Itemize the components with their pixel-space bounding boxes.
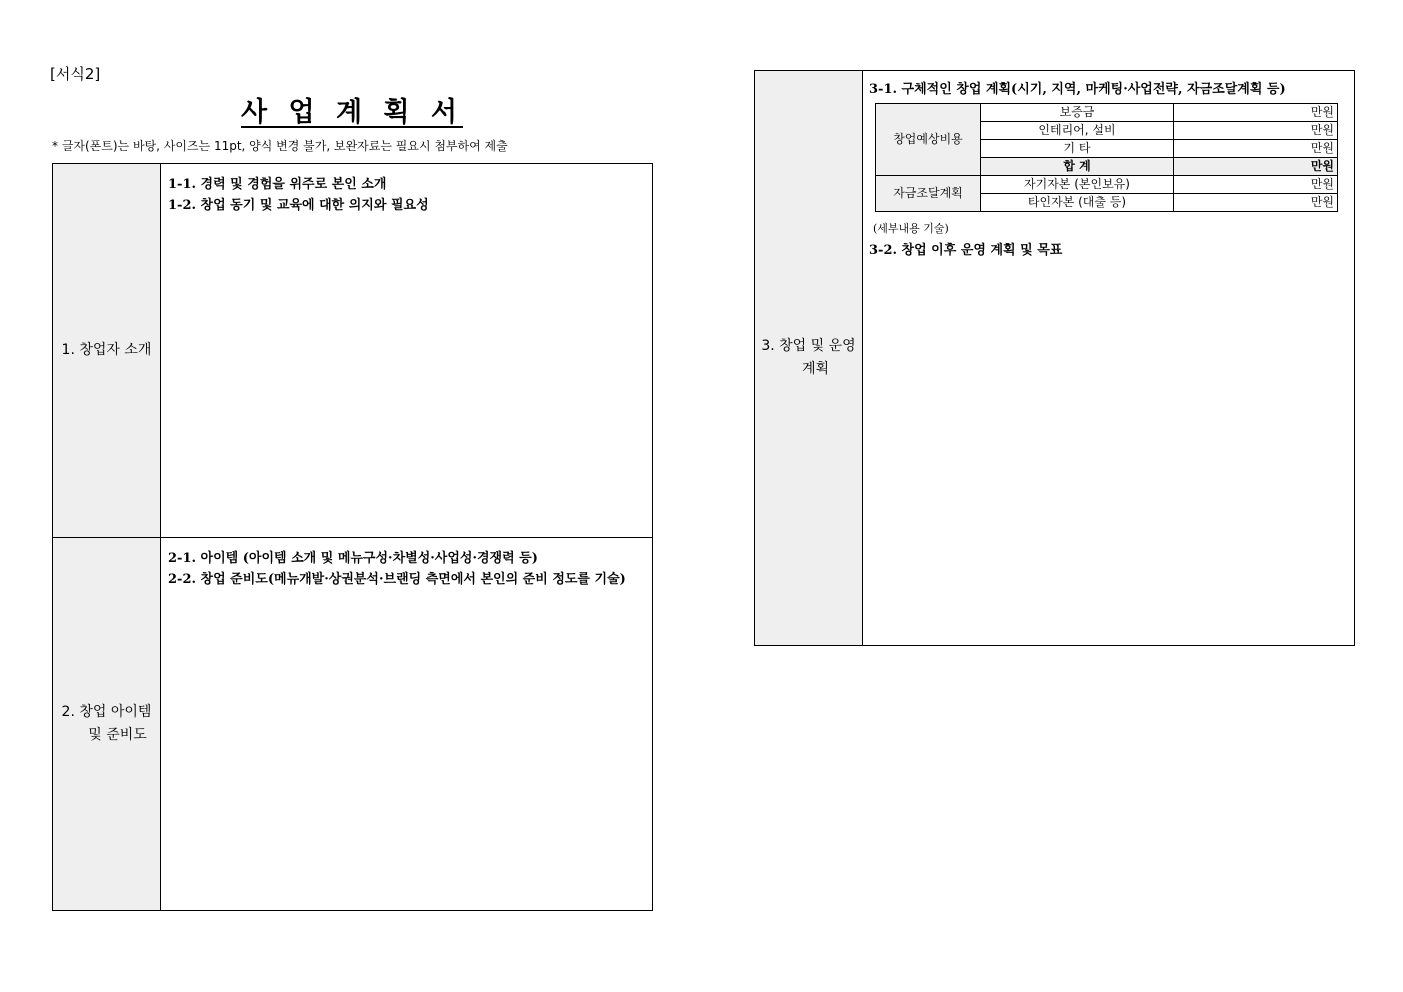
section-label-line1: 2. 창업 아이템	[61, 704, 152, 720]
fund-item-loan: 타인자본 (대출 등)	[981, 194, 1174, 212]
section-item-readiness	[52, 537, 653, 911]
table-row	[876, 104, 1338, 122]
item-1-2: 1-2. 창업 동기 및 교육에 대한 의지와 필요성	[168, 198, 429, 213]
section-founder-intro	[52, 163, 653, 538]
unit-cell[interactable]: 만원	[1174, 104, 1338, 122]
section-label	[53, 164, 161, 537]
section-label-line1: 3. 창업 및 운영	[761, 338, 856, 354]
item-1-1: 1-1. 경력 및 경험을 위주로 본인 소개	[168, 177, 387, 192]
section-label	[755, 71, 863, 645]
section-content[interactable]	[168, 548, 646, 590]
section-label-text: 1. 창업자 소개	[61, 342, 152, 358]
format-note: * 글자(폰트)는 바탕, 사이즈는 11pt, 양식 변경 불가, 보완자료는 필요시 첨부하여 제출	[52, 139, 508, 153]
section-content[interactable]	[869, 79, 1348, 261]
form-number: [서식2]	[50, 65, 101, 83]
total-label: 합 계	[981, 158, 1174, 176]
funding-table	[875, 103, 1338, 212]
item-2-1: 2-1. 아이템 (아이템 소개 및 메뉴구성·차별성·사업성·경쟁력 등)	[168, 551, 538, 566]
unit-cell[interactable]: 만원	[1174, 140, 1338, 158]
cost-group-label: 창업예상비용	[876, 104, 981, 176]
item-2-2: 2-2. 창업 준비도(메뉴개발·상권분석·브랜딩 측면에서 본인의 준비 정도를 기술)	[168, 572, 626, 587]
item-3-1: 3-1. 구체적인 창업 계획(시기, 지역, 마케팅·사업전략, 자금조달계획 등)	[869, 82, 1286, 97]
cost-item-other: 기 타	[981, 140, 1174, 158]
section-startup-plan	[754, 70, 1355, 646]
section-content[interactable]	[168, 174, 646, 216]
section-label-line2: 계획	[801, 361, 830, 377]
document-title	[52, 90, 652, 129]
cost-item-interior: 인테리어, 설비	[981, 122, 1174, 140]
unit-cell[interactable]: 만원	[1174, 176, 1338, 194]
section-label	[53, 538, 161, 910]
detail-note: (세부내용 기술)	[873, 222, 949, 235]
cost-item-deposit: 보증금	[981, 104, 1174, 122]
fund-item-equity: 자기자본 (본인보유)	[981, 176, 1174, 194]
unit-cell[interactable]: 만원	[1174, 194, 1338, 212]
title-text: 사 업 계 획 서	[240, 97, 463, 128]
total-unit-cell[interactable]: 만원	[1174, 158, 1338, 176]
fund-group-label: 자금조달계획	[876, 176, 981, 212]
item-3-2: 3-2. 창업 이후 운영 계획 및 목표	[869, 243, 1063, 258]
unit-cell[interactable]: 만원	[1174, 122, 1338, 140]
table-row	[876, 176, 1338, 194]
section-label-line2: 및 준비도	[88, 727, 147, 743]
